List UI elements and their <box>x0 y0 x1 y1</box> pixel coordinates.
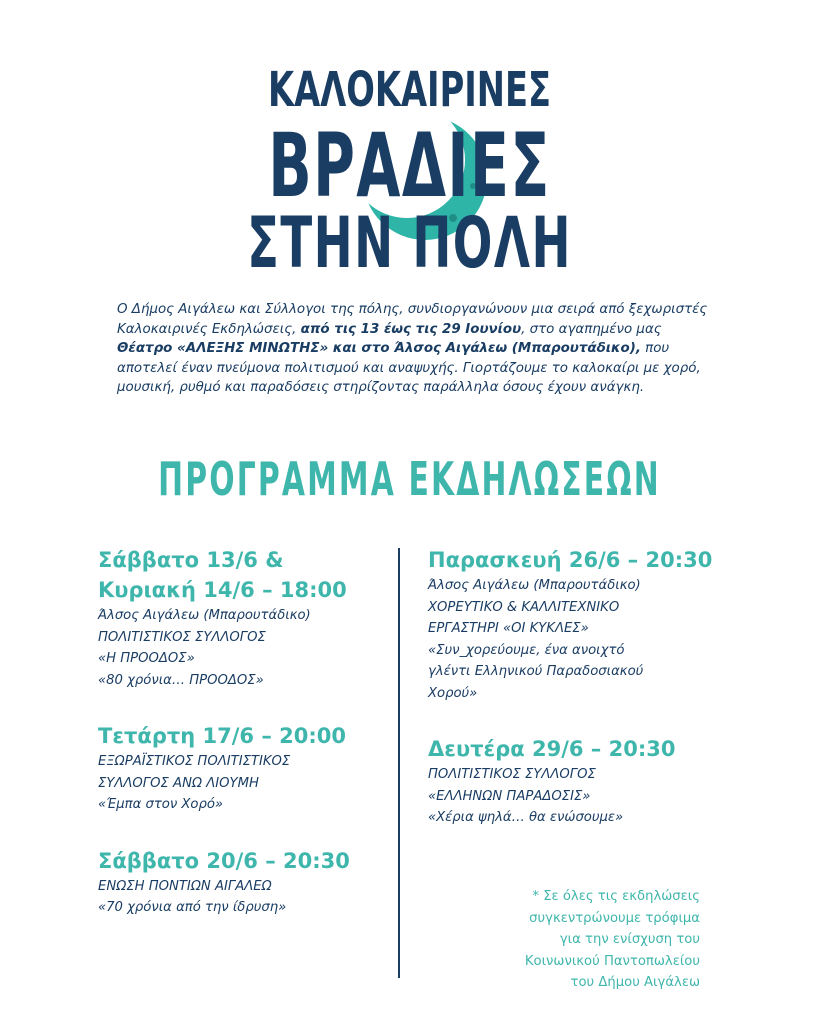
events-left-column <box>98 545 390 949</box>
event-date: Σάββατο 13/6 & <box>98 548 284 572</box>
intro-text-1: Ο Δήμος Αιγάλεω και Σύλλογοι της πόλης, συνδιοργανώνουν μια σειρά από ξεχωριστές Καλοκαιρινές Εκδηλώσεις, <box>117 302 708 337</box>
event-item <box>428 545 748 704</box>
event-organizer: «Η ΠΡΟΟΔΟΣ» <box>98 651 195 666</box>
event-venue: Άλσος Αιγάλεω (Μπαρουτάδικο) <box>428 578 641 593</box>
intro-text-2: , στο αγαπημένο μας <box>521 321 662 337</box>
event-logo <box>0 52 819 284</box>
event-organizer: ΕΝΩΣΗ ΠΟΝΤΙΩΝ ΑΙΓΑΛΕΩ <box>98 878 272 894</box>
event-date: Παρασκευή 26/6 – 20:30 <box>428 548 713 572</box>
logo-line-1: ΚΑΛΟΚΑΙΡΙΝΕΣ <box>268 62 551 118</box>
event-organizer: ΠΟΛΙΤΙΣΤΙΚΟΣ ΣΥΛΛΟΓΟΣ <box>428 767 596 782</box>
event-title: «Έμπα στον Χορό» <box>98 797 224 812</box>
note-line: συγκεντρώνουμε τρόφιμα <box>529 910 700 926</box>
note-line: Κοινωνικού Παντοπωλείου <box>524 953 700 969</box>
intro-paragraph <box>117 300 717 398</box>
event-date: Δευτέρα 29/6 – 20:30 <box>428 737 676 761</box>
column-divider <box>398 548 400 978</box>
intro-text-3: που αποτελεί έναν πνεύμονα πολιτισμού και αναψυχής. Γιορτάζουμε το καλοκαίρι με χορό, μουσική, ρυθμό και παραδόσεις στηρίζοντας παράλληλα όσους έχουν ανάγκη. <box>117 341 701 396</box>
event-date: Σάββατο 20/6 – 20:30 <box>98 848 350 873</box>
event-title: «Συν_χορεύουμε, ένα ανοιχτό <box>428 642 625 658</box>
event-date: Κυριακή 14/6 – 18:00 <box>98 578 347 602</box>
logo-line-2: ΒΡΑΔΙΕΣ <box>268 114 551 217</box>
event-item <box>428 734 748 829</box>
intro-dates: από τις 13 έως τις 29 Ιουνίου <box>300 321 522 337</box>
event-title: «Χέρια ψηλά… θα ενώσουμε» <box>428 810 624 825</box>
note-line: για την ενίσχυση του <box>559 932 700 947</box>
event-item <box>98 721 390 816</box>
events-right-column <box>428 545 748 859</box>
event-organizer: «ΕΛΛΗΝΩΝ ΠΑΡΑΔΟΣΙΣ» <box>428 788 591 804</box>
event-organizer: ΕΡΓΑΣΤΗΡΙ «ΟΙ ΚΥΚΛΕΣ» <box>428 621 589 636</box>
event-organizer: ΠΟΛΙΤΙΣΤΙΚΟΣ ΣΥΛΛΟΓΟΣ <box>98 629 266 645</box>
logo-line-3: ΣΤΗΝ ΠΟΛΗ <box>247 202 572 284</box>
event-title: «70 χρόνια από την ίδρυση» <box>98 900 287 915</box>
event-organizer: ΣΥΛΛΟΓΟΣ ΑΝΩ ΛΙΟΥΜΗ <box>98 775 259 791</box>
intro-venues: Θέατρο «ΑΛΕΞΗΣ ΜΙΝΩΤΗΣ» και στο Άλσος Αιγάλεω (Μπαρουτάδικο), <box>117 341 641 357</box>
program-title: ΠΡΟΓΡΑΜΜΑ ΕΚΔΗΛΩΣΕΩΝ <box>158 452 661 506</box>
event-date: Τετάρτη 17/6 – 20:00 <box>98 724 347 748</box>
note-line: * Σε όλες τις εκδηλώσεις <box>532 889 700 904</box>
event-organizer: ΕΞΩΡΑΪΣΤΙΚΟΣ ΠΟΛΙΤΙΣΤΙΚΟΣ <box>98 754 291 769</box>
event-venue: Άλσος Αιγάλεω (Μπαρουτάδικο) <box>98 608 311 623</box>
event-item <box>98 846 390 919</box>
event-item <box>98 545 390 691</box>
event-title: «80 χρόνια… ΠΡΟΟΔΟΣ» <box>98 672 264 688</box>
food-drive-note <box>470 886 700 994</box>
event-title: γλέντι Ελληνικού Παραδοσιακού <box>428 664 644 679</box>
note-line: του Δήμου Αιγάλεω <box>570 975 700 990</box>
event-organizer: ΧΟΡΕΥΤΙΚΟ & ΚΑΛΛΙΤΕΧΝΙΚΟ <box>428 599 620 615</box>
event-title: Χορού» <box>428 685 478 701</box>
